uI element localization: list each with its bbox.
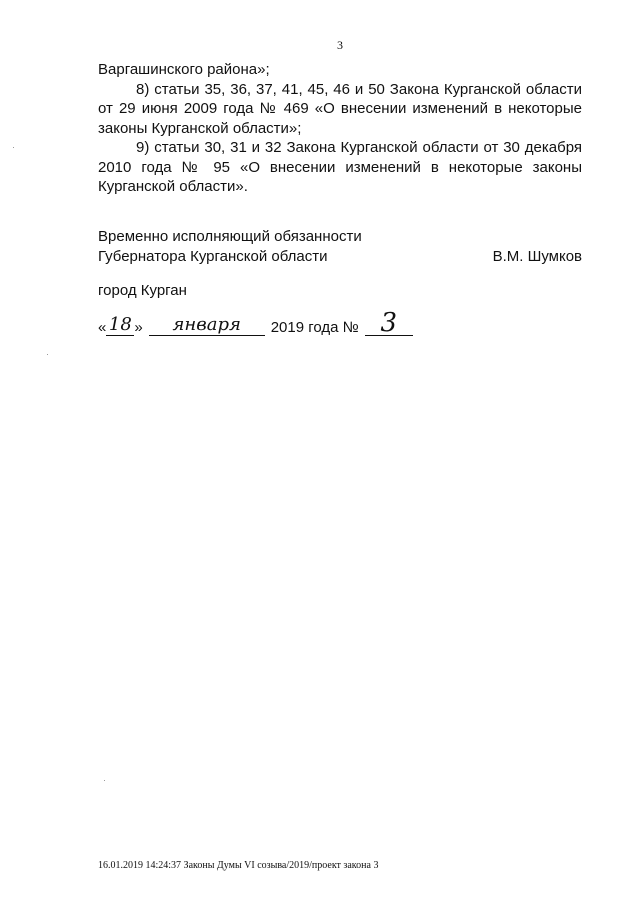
signatory-title-line1: Временно исполняющий обязанности xyxy=(98,228,362,245)
scan-speck xyxy=(47,354,48,355)
date-day-field xyxy=(106,316,134,336)
document-body xyxy=(98,60,582,197)
date-month-field xyxy=(149,316,265,336)
list-item-9: 9) статьи 30, 31 и 32 Закона Курганской области от 30 декабря 2010 года № 95 «О внесении изменений в некоторые законы Курганской области». xyxy=(98,139,582,195)
date-line xyxy=(98,310,413,336)
date-open-quote: « xyxy=(98,319,107,336)
signature-block xyxy=(98,227,582,266)
signatory-name: В.М. Шумков xyxy=(492,247,582,265)
signatory-row xyxy=(98,247,582,267)
scan-speck xyxy=(104,780,105,781)
document-footer: 16.01.2019 14:24:37 Законы Думы VI созыва/2019/проект закона 3 xyxy=(98,860,379,871)
page-number: 3 xyxy=(337,38,343,52)
law-number-field xyxy=(365,310,413,336)
handwritten-month: января xyxy=(172,314,241,335)
handwritten-day: 18 xyxy=(108,314,132,335)
signatory-title-line2: Губернатора Курганской области xyxy=(98,247,328,265)
date-year-text: 2019 года № xyxy=(270,319,359,336)
list-item-8: 8) статьи 35, 36, 37, 41, 45, 46 и 50 Закона Курганской области от 29 июня 2009 года № 469 «О внесении изменений в некоторые законы Курганской области»; xyxy=(98,80,582,137)
date-close-quote: » xyxy=(134,319,143,336)
city-label: город Курган xyxy=(98,282,187,299)
scan-speck xyxy=(13,147,14,148)
handwritten-number: 3 xyxy=(380,308,397,338)
body-line-continuation: Варгашинского района»; xyxy=(98,61,270,78)
